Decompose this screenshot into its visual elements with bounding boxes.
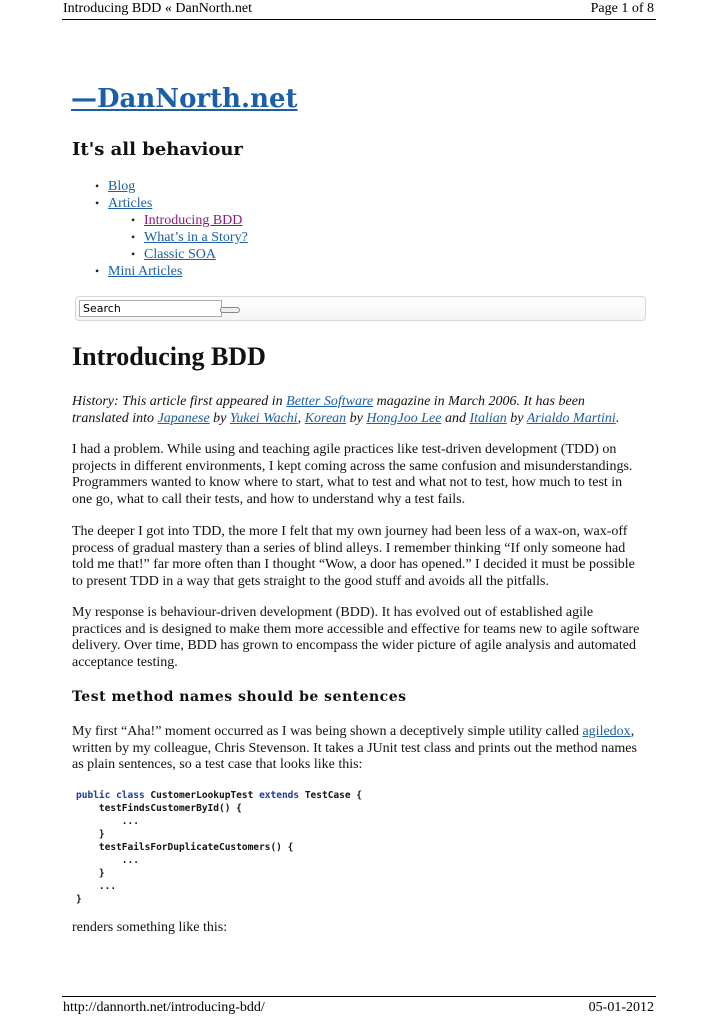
print-header-title: Introducing BDD « DanNorth.net [63,1,252,16]
code-class-name: CustomerLookupTest [144,790,260,801]
post-title: Introducing BDD [72,342,266,371]
paragraph-tdd-journey: The deeper I got into TDD, the more I felt that my own journey had been less of a wax-on, wax-off process of gradual mastery than a series of blind alleys. I remember thinking “If only someone had told me that!” far more often than I thought “Wow, a door has opened.” I decided it must be possible to present TDD in a way that gets straight to the good stuff and avoids all the pitfalls. [72,524,635,589]
code-line: testFailsForDuplicateCustomers() { [76,842,294,853]
search-button[interactable] [220,307,240,313]
nav-item-articles [90,195,248,263]
main-nav [90,178,248,280]
nav-link-introducing-bdd[interactable]: Introducing BDD [144,213,243,228]
nav-item-blog [90,178,248,195]
header-rule [62,19,656,20]
history-text: by [506,410,527,426]
history-text: , [297,410,305,426]
history-text: and [441,410,470,426]
code-keyword: class [116,790,145,801]
paragraph-agiledox [72,724,644,774]
link-hongjoo-lee[interactable]: HongJoo Lee [366,410,442,426]
link-arialdo-martini[interactable]: Arialdo Martini [526,410,616,426]
nav-link-blog[interactable]: Blog [108,179,136,194]
search-input[interactable]: Search [79,300,222,317]
link-japanese[interactable]: Japanese [157,410,210,426]
site-tagline: It's all behaviour [72,139,243,160]
code-superclass: TestCase { [299,790,363,801]
nav-link-whats-in-a-story[interactable]: What’s in a Story? [144,230,248,245]
code-keyword: extends [259,790,300,801]
code-line: } [76,894,82,905]
footer-rule [62,996,656,997]
print-page-number: Page 1 of 8 [590,1,654,16]
code-block [76,789,362,906]
paragraph-text: My first “Aha!” moment occurred as I was being shown a deceptively simple utility called [72,724,583,739]
link-korean[interactable]: Korean [304,410,347,426]
code-line: testFindsCustomerById() { [76,803,242,814]
code-line: ... [76,881,117,892]
paragraph-problem: I had a problem. While using and teaching agile practices like test-driven development (TDD) on projects in different environments, I kept coming across the same confusion and misunderstandings. Programmers wanted to know where to start, what to test and what not to test, how much to test in one go, what to call their tests, and how to understand why a test fails. [72,442,633,507]
paragraph-renders: renders something like this: [72,920,228,935]
paragraph-text: , written by my colleague, Chris Stevenson. It takes a JUnit test class and prints out the method names as plain sentences, so a test case that looks like this: [72,724,637,772]
print-footer-url: http://dannorth.net/introducing-bdd/ [63,1000,265,1015]
code-line: } [76,829,105,840]
history-note [72,394,644,427]
code-line: ... [76,855,139,866]
search-bar [75,296,646,321]
section-heading: Test method names should be sentences [72,689,407,705]
history-text: History: This article first appeared in [72,394,287,409]
nav-item-introducing-bdd [126,212,248,229]
nav-link-mini-articles[interactable]: Mini Articles [108,264,183,279]
history-text: by [346,410,367,426]
print-footer-date: 05-01-2012 [588,1000,654,1015]
paragraph-bdd-response: My response is behaviour-driven development (BDD). It has evolved out of established agile practices and is designed to make them more accessible and effective for teams new to agile software delivery. Over time, BDD has grown to encompass the wider picture of agile analysis and automated acceptance testing. [72,605,640,670]
history-text: by [209,410,230,426]
nav-item-whats-in-a-story [126,229,248,246]
articles-submenu [126,212,248,263]
site-title-link[interactable]: —DanNorth.net [71,84,298,114]
nav-link-classic-soa[interactable]: Classic SOA [144,247,216,262]
code-line: } [76,868,105,879]
link-agiledox[interactable]: agiledox [582,724,631,739]
link-italian[interactable]: Italian [469,410,507,426]
history-text: magazine in March 2006. It has been translated into [72,394,585,426]
history-text: . [615,410,620,426]
nav-link-articles[interactable]: Articles [108,196,153,211]
code-line: ... [76,816,139,827]
print-header [0,0,719,18]
site-title[interactable] [71,84,298,114]
nav-item-mini-articles [90,263,248,280]
link-better-software[interactable]: Better Software [286,394,374,409]
nav-item-classic-soa [126,246,248,263]
code-keyword: public [76,790,111,801]
link-yukei-wachi[interactable]: Yukei Wachi [229,410,298,426]
